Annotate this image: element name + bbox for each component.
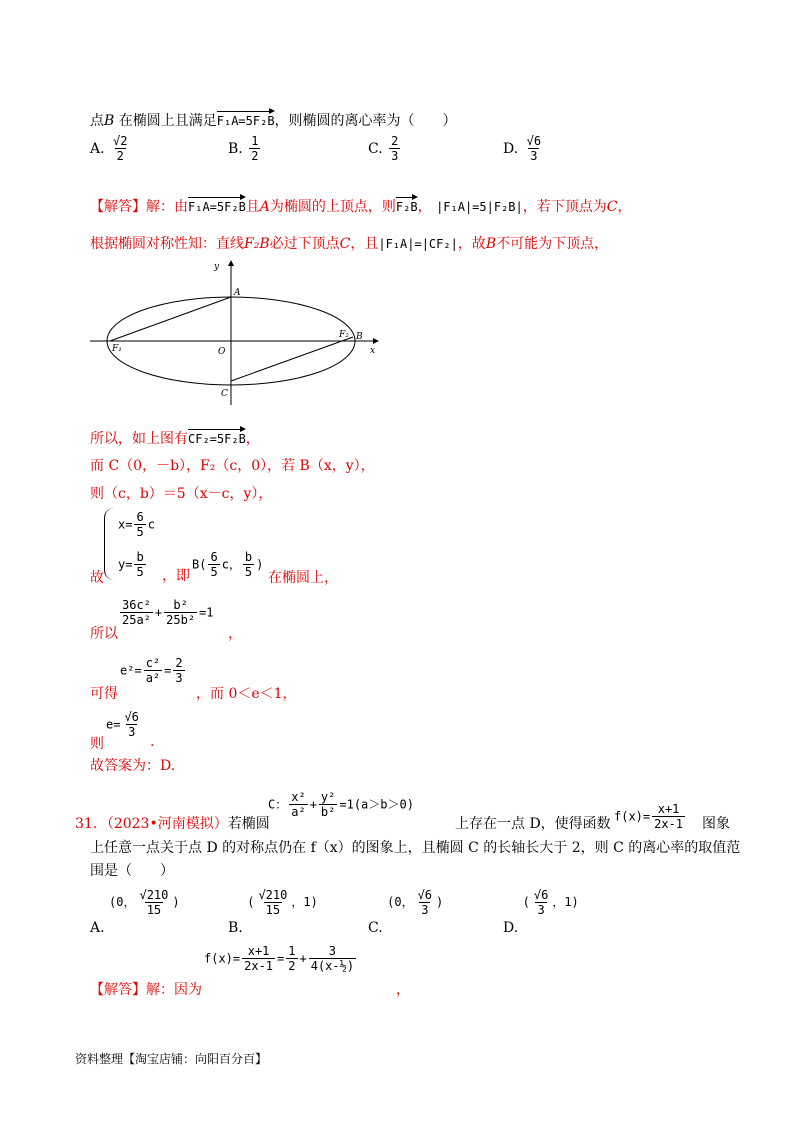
q30-option-a[interactable]: A. $\frac{√2}{2}$ [90, 134, 128, 164]
q30-condition: F₁A=5F₂B [217, 110, 275, 128]
q30-solution-line-9a: 则 [90, 736, 104, 752]
q31-stem-line-1c: 图象 [702, 816, 730, 832]
y-label: y [214, 262, 220, 272]
system-brace [104, 508, 115, 580]
line-f1-a [110, 297, 231, 341]
point-c-label: C [221, 389, 228, 399]
q30-solution-line-2: 根据椭圆对称性知：直线F₂B必过下顶点C，且|F₁A|=|CF₂|，故B不可能为下顶点， [90, 236, 609, 252]
q30-solution-line-6a: 故 [90, 570, 104, 586]
q31-solution-comma: ， [396, 982, 410, 998]
q30-solution-line-7a: 所以 [90, 626, 118, 642]
q31-stem-line-3: 围是（ ） [90, 863, 174, 879]
point-b-coords: B( $\frac{6}{5}$ c， $\frac{b}{5}$ ) [192, 550, 264, 580]
q31-option-b[interactable]: B. ( $\frac{√210}{15}$ ，1) [228, 888, 318, 937]
point-b-label: B [356, 332, 363, 342]
origin-label: O [218, 347, 226, 357]
point-f2-label: F₂ [339, 330, 349, 340]
q30-solution-line-7c: ， [228, 626, 242, 642]
q31-solution-start: 【解答】解：因为 [90, 982, 202, 998]
system-eq-y: y= $\frac{b}{5}$ [118, 550, 144, 580]
q30-solution-line-1: 【解答】解：由F₁A=5F₂B且A为椭圆的上顶点，则F₂B， |F₁A|=5|F₂B|，若下顶点为C， [90, 196, 631, 216]
q31-stem-line-1: 31．（2023•河南模拟）若椭圆 [75, 816, 270, 832]
q31-option-c[interactable]: C. (0， $\frac{√6}{3}$ ) [368, 888, 444, 937]
eccentricity-value: e= $\frac{√6}{3}$ [106, 710, 139, 740]
q31-stem-line-1b: 上存在一点 D，使得函数 [455, 816, 611, 832]
q30-solution-line-6b: ，即 [162, 568, 190, 584]
q30-solution-line-8b: ，而 0＜e＜1， [196, 686, 297, 702]
x-label: x [370, 346, 376, 356]
q30-solution-line-6c: 在椭圆上， [268, 570, 338, 586]
q30-solution-line-9c: . [150, 734, 155, 750]
q31-solution-formula: f(x)= $\frac{x+1}{2x-1}$ = $\frac{1}{2}$ + $\frac{3}{\text{4(x-½)}}$ [204, 944, 355, 974]
eccentricity-squared: e²= $\frac{\text{c²}}{\text{a²}}$ = $\frac{2}{3}$ [120, 656, 183, 686]
system-eq-x: x= $\frac{6}{5}$ c [118, 510, 155, 540]
q30-option-c[interactable]: C. $\frac{2}{3}$ [368, 134, 399, 164]
q31-function: f(x)= $\frac{x+1}{2x-1}$ [614, 802, 684, 832]
q31-stem-line-2: 上任意一点关于点 D 的对称点仍在 f（x）的图象上，且椭圆 C 的长轴长大于 2，则 C 的离心率的取值范 [90, 840, 741, 856]
q30-stem: 点B 在椭圆上且满足F₁A=5F₂B，则椭圆的离心率为（ ） [90, 110, 457, 130]
ellipse-substitution: $\frac{\text{36c²}}{\text{25a²}}$ + $\frac{\text{b²}}{\text{25b²}}$ =1 [122, 598, 214, 628]
page-footer: 资料整理【淘宝店铺：向阳百分百】 [75, 1052, 268, 1066]
point-a-label: A [234, 288, 241, 298]
q31-option-d[interactable]: D. ( $\frac{√6}{3}$ ，1) [503, 888, 579, 937]
ellipse-diagram [90, 255, 390, 405]
q30-solution-line-4: 而 C（0，－b），F₂（c，0），若 B（x，y）， [90, 458, 375, 474]
q31-ellipse-equation: C： $\frac{\text{x²}}{\text{a²}}$ + $\frac{\text{y²}}{\text{b²}}$ =1(a＞b＞0) [268, 790, 414, 820]
point-f1-label: F₁ [112, 344, 122, 354]
q30-option-d[interactable]: D. $\frac{√6}{3}$ [503, 134, 542, 164]
q30-option-b[interactable]: B. $\frac{1}{2}$ [228, 134, 259, 164]
line-c-b [231, 337, 353, 381]
q30-solution-line-3: 所以，如上图有CF₂=5F₂B， [90, 428, 260, 448]
q30-solution-line-5: 则（c，b）＝5（x－c，y）， [90, 486, 273, 502]
q31-option-a[interactable]: A. (0， $\frac{√210}{15}$ ) [90, 888, 180, 937]
q30-solution-line-8a: 可得 [90, 686, 118, 702]
q30-final-answer: 故答案为：D. [90, 758, 176, 774]
